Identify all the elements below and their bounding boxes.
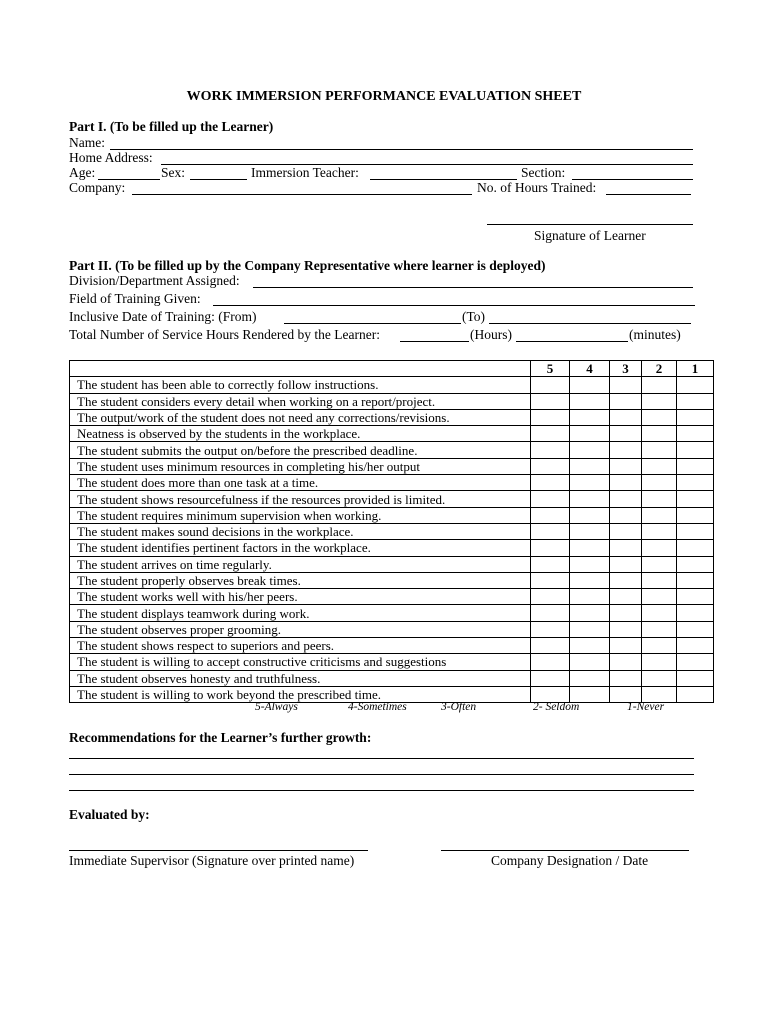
score-cell-5[interactable]: [531, 393, 570, 409]
section-label: Section:: [521, 165, 566, 180]
table-row: [70, 556, 714, 572]
score-cell-5[interactable]: [531, 572, 570, 588]
score-cell-4[interactable]: [570, 507, 610, 523]
learner-signature-line[interactable]: [487, 224, 693, 225]
score-header-1: 1: [677, 361, 714, 377]
score-cell-3[interactable]: [610, 377, 642, 393]
score-cell-5[interactable]: [531, 491, 570, 507]
score-cell-2[interactable]: [642, 491, 677, 507]
criterion-text: The output/work of the student does not need any corrections/revisions.: [70, 409, 531, 425]
score-cell-2[interactable]: [642, 523, 677, 539]
criterion-text: The student has been able to correctly follow instructions.: [70, 377, 531, 393]
score-cell-4[interactable]: [570, 572, 610, 588]
table-row: [70, 572, 714, 588]
score-cell-3[interactable]: [610, 523, 642, 539]
score-cell-3[interactable]: [610, 621, 642, 637]
score-cell-5[interactable]: [531, 605, 570, 621]
company-field[interactable]: [132, 194, 472, 195]
recommendation-line-3[interactable]: [69, 790, 694, 791]
score-cell-2[interactable]: [642, 458, 677, 474]
service-minutes-field[interactable]: [516, 341, 628, 342]
table-row: [70, 670, 714, 686]
table-row: [70, 523, 714, 539]
score-cell-5[interactable]: [531, 507, 570, 523]
table-row: [70, 442, 714, 458]
field-of-training-label: Field of Training Given:: [69, 291, 201, 306]
score-cell-5[interactable]: [531, 556, 570, 572]
score-cell-2[interactable]: [642, 556, 677, 572]
score-cell-4[interactable]: [570, 654, 610, 670]
sex-label: Sex:: [161, 165, 186, 180]
score-header-5: 5: [531, 361, 570, 377]
date-to-label: (To): [462, 309, 486, 324]
score-cell-1[interactable]: [677, 670, 714, 686]
score-cell-4[interactable]: [570, 458, 610, 474]
criterion-text: The student identifies pertinent factors in the workplace.: [70, 540, 531, 556]
score-cell-3[interactable]: [610, 491, 642, 507]
criterion-text: The student shows respect to superiors and peers.: [70, 638, 531, 654]
table-row: [70, 540, 714, 556]
table-row: [70, 621, 714, 637]
score-cell-4[interactable]: [570, 589, 610, 605]
score-cell-1[interactable]: [677, 475, 714, 491]
date-from-field[interactable]: [284, 323, 461, 324]
score-cell-4[interactable]: [570, 491, 610, 507]
criterion-text: The student observes proper grooming.: [70, 621, 531, 637]
score-cell-1[interactable]: [677, 426, 714, 442]
division-field[interactable]: [253, 287, 693, 288]
table-row: [70, 589, 714, 605]
score-cell-2[interactable]: [642, 377, 677, 393]
score-header-3: 3: [610, 361, 642, 377]
inclusive-date-label: Inclusive Date of Training: (From): [69, 309, 257, 324]
score-cell-4[interactable]: [570, 475, 610, 491]
criterion-text: The student makes sound decisions in the workplace.: [70, 523, 531, 539]
supervisor-signature-line[interactable]: [69, 850, 368, 851]
table-row: [70, 507, 714, 523]
score-cell-3[interactable]: [610, 589, 642, 605]
legend-often: 3-Often: [441, 701, 477, 713]
score-cell-1[interactable]: [677, 638, 714, 654]
legend-seldom: 2- Seldom: [533, 701, 580, 713]
score-cell-4[interactable]: [570, 377, 610, 393]
score-cell-4[interactable]: [570, 621, 610, 637]
score-cell-1[interactable]: [677, 523, 714, 539]
score-cell-1[interactable]: [677, 393, 714, 409]
table-row: [70, 654, 714, 670]
score-cell-2[interactable]: [642, 475, 677, 491]
criterion-text: The student is willing to accept constructive criticisms and suggestions: [70, 654, 531, 670]
criterion-text: The student is willing to work beyond the prescribed time.: [70, 686, 531, 702]
criterion-text: The student works well with his/her peers.: [70, 589, 531, 605]
score-cell-5[interactable]: [531, 589, 570, 605]
score-cell-4[interactable]: [570, 393, 610, 409]
score-cell-4[interactable]: [570, 426, 610, 442]
criterion-text: The student requires minimum supervision when working.: [70, 507, 531, 523]
score-cell-1[interactable]: [677, 377, 714, 393]
name-field[interactable]: [110, 149, 693, 150]
criterion-text: The student submits the output on/before the prescribed deadline.: [70, 442, 531, 458]
supervisor-label: Immediate Supervisor (Signature over printed name): [69, 853, 355, 868]
service-hours-field[interactable]: [400, 341, 469, 342]
score-cell-4[interactable]: [570, 670, 610, 686]
sex-field[interactable]: [190, 179, 247, 180]
designation-date-line[interactable]: [441, 850, 689, 851]
criterion-text: The student arrives on time regularly.: [70, 556, 531, 572]
criterion-text: The student considers every detail when working on a report/project.: [70, 393, 531, 409]
score-cell-3[interactable]: [610, 540, 642, 556]
score-cell-1[interactable]: [677, 572, 714, 588]
score-cell-1[interactable]: [677, 589, 714, 605]
age-label: Age:: [69, 165, 96, 180]
score-cell-1[interactable]: [677, 458, 714, 474]
score-cell-2[interactable]: [642, 638, 677, 654]
score-cell-5[interactable]: [531, 621, 570, 637]
recommendations-heading: Recommendations for the Learner’s further growth:: [69, 730, 372, 745]
score-header-2: 2: [642, 361, 677, 377]
score-cell-2[interactable]: [642, 572, 677, 588]
table-row: [70, 475, 714, 491]
part1-heading: Part I. (To be filled up the Learner): [69, 119, 274, 134]
date-to-field[interactable]: [489, 323, 691, 324]
page-title: WORK IMMERSION PERFORMANCE EVALUATION SHEET: [186, 89, 582, 104]
score-cell-3[interactable]: [610, 409, 642, 425]
hours-trained-label: No. of Hours Trained:: [477, 180, 597, 195]
score-cell-2[interactable]: [642, 621, 677, 637]
score-cell-4[interactable]: [570, 638, 610, 654]
score-cell-4[interactable]: [570, 523, 610, 539]
recommendation-line-2[interactable]: [69, 774, 694, 775]
company-label: Company:: [69, 180, 126, 195]
score-cell-5[interactable]: [531, 638, 570, 654]
score-cell-4[interactable]: [570, 605, 610, 621]
score-cell-2[interactable]: [642, 409, 677, 425]
name-label: Name:: [69, 135, 105, 150]
legend-always: 5-Always: [255, 701, 298, 713]
table-row: [70, 393, 714, 409]
score-cell-4[interactable]: [570, 442, 610, 458]
score-cell-5[interactable]: [531, 426, 570, 442]
table-row: [70, 605, 714, 621]
score-cell-3[interactable]: [610, 654, 642, 670]
table-row: [70, 377, 714, 393]
score-cell-2[interactable]: [642, 654, 677, 670]
criterion-text: Neatness is observed by the students in the workplace.: [70, 426, 531, 442]
score-cell-1[interactable]: [677, 507, 714, 523]
score-cell-3[interactable]: [610, 638, 642, 654]
hours-trained-field[interactable]: [606, 194, 691, 195]
home-address-field[interactable]: [161, 164, 693, 165]
score-cell-1[interactable]: [677, 605, 714, 621]
score-cell-4[interactable]: [570, 556, 610, 572]
table-row: [70, 409, 714, 425]
score-cell-3[interactable]: [610, 572, 642, 588]
score-cell-3[interactable]: [610, 670, 642, 686]
score-cell-3[interactable]: [610, 605, 642, 621]
table-row: [70, 426, 714, 442]
designation-label: Company Designation / Date: [491, 853, 649, 868]
score-cell-2[interactable]: [642, 605, 677, 621]
immersion-teacher-label: Immersion Teacher:: [251, 165, 359, 180]
score-cell-5[interactable]: [531, 442, 570, 458]
learner-signature-label: Signature of Learner: [534, 228, 646, 243]
criterion-text: The student observes honesty and truthfulness.: [70, 670, 531, 686]
score-cell-3[interactable]: [610, 458, 642, 474]
score-cell-1[interactable]: [677, 654, 714, 670]
field-of-training-field[interactable]: [213, 305, 695, 306]
score-cell-4[interactable]: [570, 540, 610, 556]
score-cell-2[interactable]: [642, 670, 677, 686]
criterion-text: The student shows resourcefulness if the resources provided is limited.: [70, 491, 531, 507]
score-cell-1[interactable]: [677, 621, 714, 637]
table-row: [70, 458, 714, 474]
criterion-text: The student properly observes break times.: [70, 572, 531, 588]
criteria-header-cell: [70, 361, 531, 377]
score-cell-5[interactable]: [531, 458, 570, 474]
evaluated-by-label: Evaluated by:: [69, 807, 150, 822]
score-cell-3[interactable]: [610, 507, 642, 523]
table-row: [70, 491, 714, 507]
criterion-text: The student displays teamwork during work.: [70, 605, 531, 621]
score-cell-1[interactable]: [677, 491, 714, 507]
evaluation-table: [69, 360, 714, 703]
criterion-text: The student uses minimum resources in completing his/her output: [70, 458, 531, 474]
home-address-label: Home Address:: [69, 150, 153, 165]
hours-unit-label: (Hours): [470, 327, 512, 342]
table-row: [70, 638, 714, 654]
score-cell-3[interactable]: [610, 393, 642, 409]
score-cell-1[interactable]: [677, 442, 714, 458]
score-cell-1[interactable]: [677, 409, 714, 425]
score-header-4: 4: [570, 361, 610, 377]
score-cell-2[interactable]: [642, 589, 677, 605]
minutes-unit-label: (minutes): [629, 327, 681, 342]
score-cell-5[interactable]: [531, 670, 570, 686]
score-cell-5[interactable]: [531, 540, 570, 556]
score-cell-5[interactable]: [531, 409, 570, 425]
score-cell-2[interactable]: [642, 540, 677, 556]
score-cell-3[interactable]: [610, 426, 642, 442]
score-cell-5[interactable]: [531, 654, 570, 670]
score-cell-1[interactable]: [677, 686, 714, 702]
recommendation-line-1[interactable]: [69, 758, 694, 759]
score-cell-3[interactable]: [610, 475, 642, 491]
score-cell-2[interactable]: [642, 393, 677, 409]
score-cell-5[interactable]: [531, 377, 570, 393]
division-label: Division/Department Assigned:: [69, 273, 240, 288]
score-cell-1[interactable]: [677, 556, 714, 572]
score-cell-3[interactable]: [610, 442, 642, 458]
table-header-row: [70, 361, 714, 377]
part2-heading: Part II. (To be filled up by the Company Representative where learner is deployed): [69, 258, 546, 273]
criterion-text: The student does more than one task at a time.: [70, 475, 531, 491]
score-cell-1[interactable]: [677, 540, 714, 556]
score-cell-2[interactable]: [642, 426, 677, 442]
service-hours-label: Total Number of Service Hours Rendered by the Learner:: [69, 327, 380, 342]
legend-never: 1-Never: [627, 701, 665, 713]
score-cell-2[interactable]: [642, 507, 677, 523]
score-cell-2[interactable]: [642, 442, 677, 458]
score-cell-4[interactable]: [570, 409, 610, 425]
legend-sometimes: 4-Sometimes: [348, 701, 407, 713]
score-cell-3[interactable]: [610, 556, 642, 572]
score-cell-5[interactable]: [531, 523, 570, 539]
score-cell-5[interactable]: [531, 475, 570, 491]
